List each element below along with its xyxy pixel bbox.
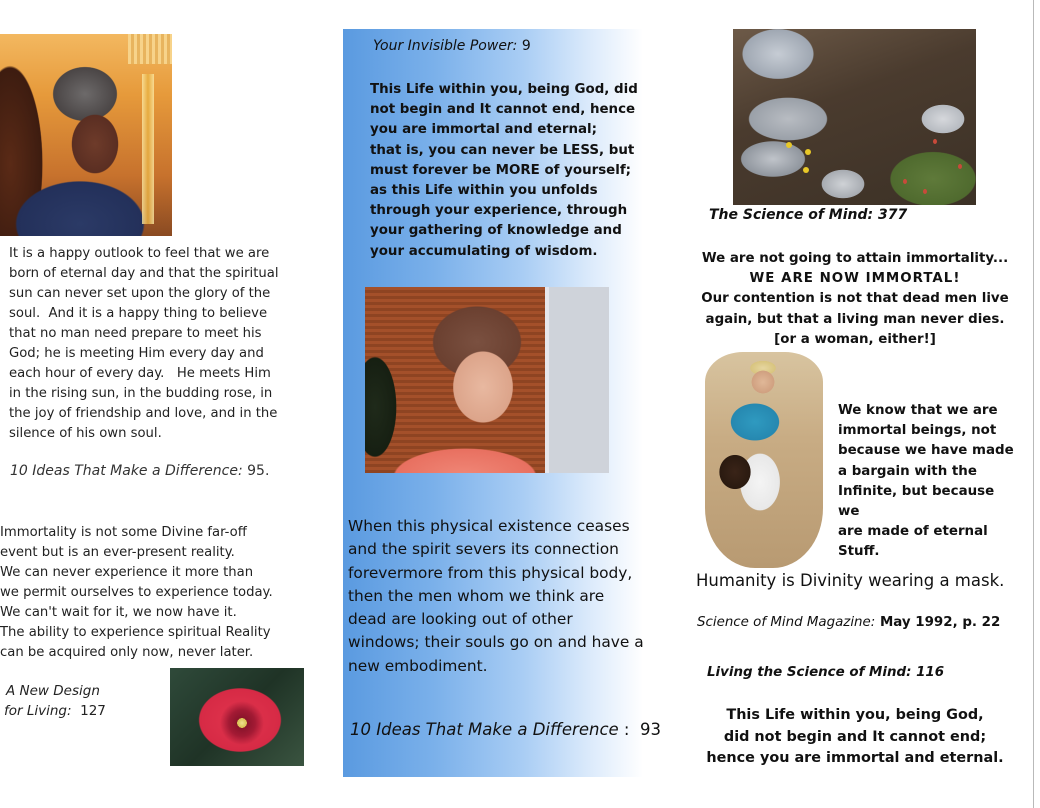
citation-title: 10 Ideas That Make a Difference: bbox=[10, 463, 243, 479]
quote-line: and the spirit severs its connection bbox=[348, 540, 619, 559]
quote-line: We can't wait for it, we now have it. bbox=[0, 605, 237, 620]
quote-line: The ability to experience spiritual Reality bbox=[0, 625, 271, 640]
red-flower bbox=[923, 189, 927, 194]
citation-living-som-116: Living the Science of Mind: 116 bbox=[707, 665, 945, 680]
quote-physical-existence bbox=[348, 515, 668, 678]
quote-line: your accumulating of wisdom. bbox=[370, 243, 598, 259]
quote-line: then the men whom we think are bbox=[348, 586, 605, 605]
quote-line: soul. And it is a happy thing to believe bbox=[9, 306, 268, 321]
quote-line: must forever be MORE of yourself; bbox=[370, 162, 632, 178]
quote-line: in the rising sun, in the budding rose, in bbox=[9, 386, 273, 401]
citation-10-ideas-93 bbox=[350, 720, 661, 739]
lamp-stem bbox=[142, 74, 154, 224]
citation-10-ideas-95 bbox=[10, 463, 269, 479]
quote-happy-outlook bbox=[9, 244, 294, 444]
quote-line: Our contention is not that dead men live bbox=[701, 291, 1009, 307]
page-fold-line bbox=[1033, 0, 1034, 808]
yellow-flower bbox=[786, 142, 792, 148]
citation-title: Your Invisible Power: bbox=[373, 38, 518, 54]
quote-line: [or a woman, either!] bbox=[774, 331, 936, 347]
quote-line: through your experience, through bbox=[370, 203, 628, 219]
quote-line: Infinite, but because we bbox=[838, 483, 995, 520]
quote-line: windows; their souls go on and have a bbox=[348, 633, 644, 652]
quote-line: you are immortal and eternal; bbox=[370, 122, 597, 138]
lamp-shade bbox=[128, 34, 172, 64]
quote-line: This Life within you, being God, did bbox=[370, 82, 638, 97]
quote-line: as this Life within you unfolds bbox=[370, 183, 598, 199]
quote-immortal-beings bbox=[838, 401, 1018, 563]
red-flower bbox=[903, 179, 907, 184]
red-flower bbox=[933, 139, 937, 144]
quote-life-within bbox=[370, 80, 640, 262]
quote-line: hence you are immortal and eternal. bbox=[706, 750, 1004, 766]
quote-immortality-present bbox=[0, 523, 300, 663]
quote-line: can be acquired only now, never later. bbox=[0, 645, 254, 660]
quote-line: born of eternal day and that the spiritual bbox=[9, 266, 279, 281]
quote-line: are made of eternal bbox=[838, 524, 988, 540]
citation-page: 95. bbox=[242, 463, 270, 479]
quote-line: When this physical existence ceases bbox=[348, 517, 630, 535]
citation-som-magazine bbox=[697, 615, 1000, 630]
quote-line: did not begin and It cannot end; bbox=[723, 728, 987, 745]
yellow-flower bbox=[805, 149, 811, 155]
citation-new-design bbox=[4, 681, 106, 721]
quote-line: We can never experience it more than bbox=[0, 565, 254, 580]
quote-line: Stuff. bbox=[838, 544, 880, 560]
quote-line: This Life within you, being God, bbox=[726, 707, 984, 723]
quote-line: that is, you can never be LESS, but bbox=[370, 142, 635, 158]
quote-line: a bargain with the bbox=[838, 463, 977, 479]
photo-woman-glasses bbox=[365, 287, 609, 473]
quote-line: dead are looking out of other bbox=[348, 610, 573, 629]
citation-title-line: for Living: bbox=[4, 703, 72, 719]
citation-page: 127 bbox=[71, 703, 106, 719]
quote-line: sun can never set upon the glory of the bbox=[9, 286, 271, 301]
saying-divinity-mask: Humanity is Divinity wearing a mask. bbox=[696, 571, 1005, 590]
photo-smiling-woman bbox=[0, 34, 172, 236]
quote-line: not begin and It cannot end, hence bbox=[370, 102, 636, 118]
quote-line: that no man need prepare to meet his bbox=[9, 326, 262, 341]
quote-line: because we have made bbox=[838, 443, 1014, 459]
quote-line: new embodiment. bbox=[348, 656, 488, 675]
quote-line: immortal beings, not bbox=[838, 423, 997, 439]
quote-line: WE ARE NOW IMMORTAL! bbox=[749, 271, 961, 287]
quote-line: forevermore from this physical body, bbox=[348, 563, 633, 582]
citation-invisible-power bbox=[373, 38, 531, 54]
citation-page: : 93 bbox=[618, 720, 661, 739]
quote-line: event but is an ever-present reality. bbox=[0, 545, 235, 560]
quote-now-immortal bbox=[695, 249, 1015, 350]
quote-line: your gathering of knowledge and bbox=[370, 223, 622, 239]
photo-women-couch bbox=[705, 352, 823, 568]
quote-line: Immortality is not some Divine far-off bbox=[0, 525, 247, 540]
quote-line: silence of his own soul. bbox=[9, 426, 162, 441]
quote-line: We are not going to attain immortality... bbox=[701, 251, 1009, 266]
quote-line: each hour of every day. He meets Him bbox=[9, 366, 271, 381]
quote-line: the joy of friendship and love, and in the bbox=[9, 406, 278, 421]
citation-date-page: May 1992, p. 22 bbox=[875, 615, 1001, 630]
citation-science-of-mind-377: The Science of Mind: 377 bbox=[709, 207, 908, 223]
quote-line: God; he is meeting Him every day and bbox=[9, 346, 264, 361]
quote-line: It is a happy outlook to feel that we are bbox=[9, 246, 270, 261]
red-flower bbox=[958, 164, 962, 169]
photo-hibiscus bbox=[170, 668, 304, 766]
yellow-flower bbox=[803, 167, 809, 173]
citation-title-line: A New Design bbox=[6, 683, 100, 699]
citation-title: Science of Mind Magazine: bbox=[697, 615, 876, 630]
quote-line: We know that we are bbox=[838, 403, 998, 418]
citation-title: 10 Ideas That Make a Difference bbox=[350, 720, 619, 739]
citation-page: 9 bbox=[517, 38, 531, 54]
photo-rocks-wildflowers bbox=[733, 29, 976, 205]
quote-life-within-short bbox=[700, 705, 1010, 770]
quote-line: we permit ourselves to experience today. bbox=[0, 585, 273, 600]
quote-line: again, but that a living man never dies. bbox=[705, 311, 1005, 327]
